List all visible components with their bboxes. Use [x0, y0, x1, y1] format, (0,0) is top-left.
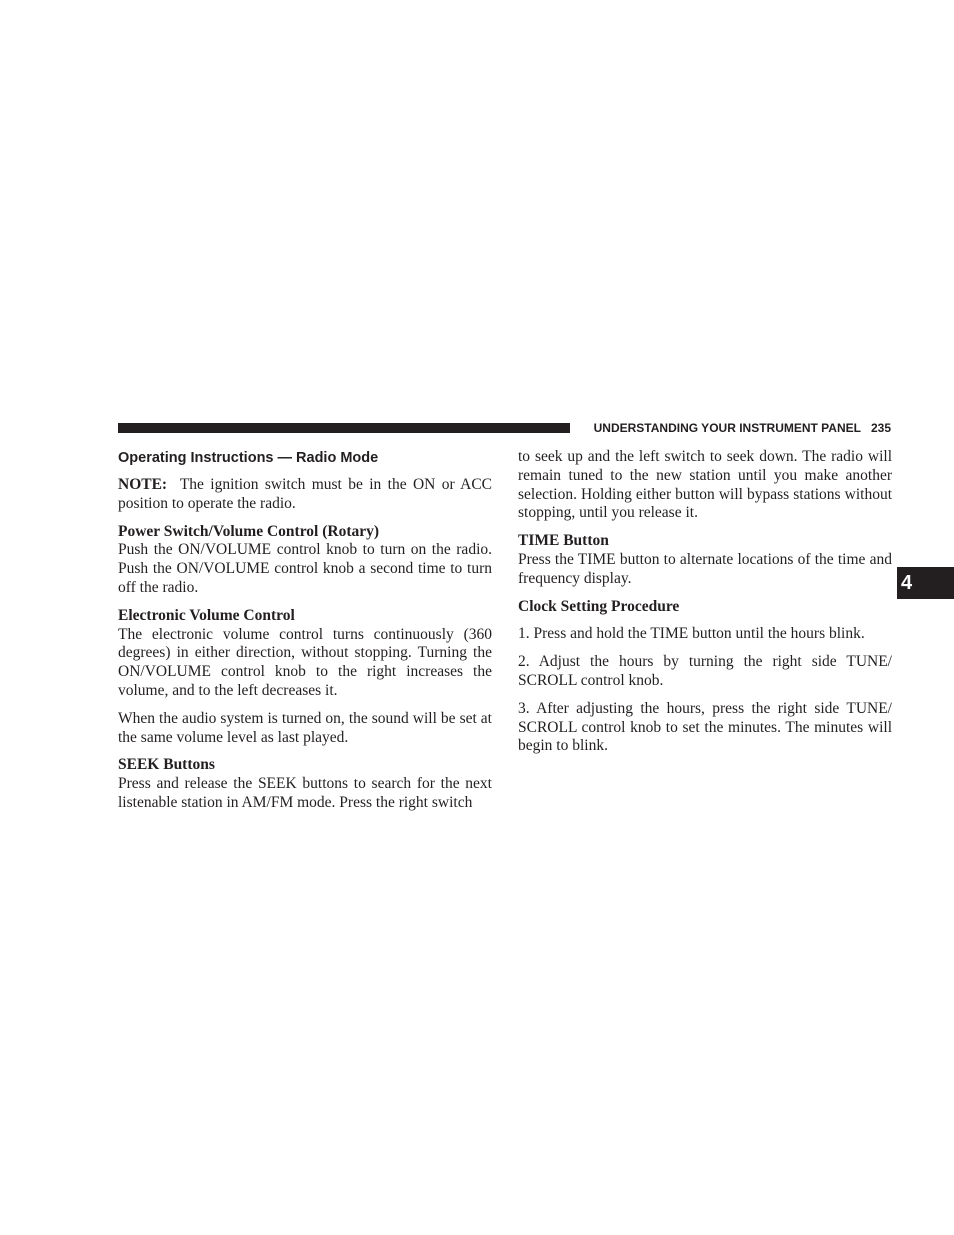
seek-buttons-heading: SEEK Buttons	[118, 756, 215, 774]
electronic-volume-text: The electronic volume control turns continuously (360 degrees) in either direction, without stopping. Turning the ON/VOLUME control knob to the right increases the volume, and to the left decreases it.	[118, 625, 492, 699]
page-number: 235	[870, 421, 891, 435]
note-text: The ignition switch must be in the ON or ACC position to operate the radio.	[118, 476, 492, 512]
clock-step-2: 2. Adjust the hours by turning the right side TUNE/ SCROLL control knob.	[518, 653, 892, 689]
chapter-tab-label: 4	[901, 572, 913, 594]
seek-buttons-text-continued: to seek up and the left switch to seek down. The radio will remain tuned to the new station until you make another selection. Holding either button will bypass stations without stopping, until you release it.	[518, 448, 892, 522]
left-column	[118, 448, 492, 813]
clock-step-3: 3. After adjusting the hours, press the right side TUNE/ SCROLL control knob to set the minutes. The minutes will begin to blink.	[518, 699, 892, 755]
power-switch-text: Push the ON/VOLUME control knob to turn on the radio. Push the ON/VOLUME control knob a second time to turn off the radio.	[118, 541, 492, 596]
note-label: NOTE:	[118, 476, 168, 493]
time-button-heading: TIME Button	[518, 532, 609, 550]
electronic-volume-heading: Electronic Volume Control	[118, 606, 295, 624]
seek-buttons-text: Press and release the SEEK buttons to search for the next listenable station in AM/FM mode. Press the right switch	[118, 775, 492, 811]
header-rule	[118, 423, 570, 433]
header-section-title: UNDERSTANDING YOUR INSTRUMENT PANEL	[593, 421, 861, 435]
chapter-tab	[897, 567, 954, 599]
clock-setting-heading: Clock Setting Procedure	[518, 597, 680, 615]
note-paragraph	[118, 476, 492, 514]
section-heading: Operating Instructions — Radio Mode	[118, 450, 379, 466]
running-header	[578, 420, 891, 436]
clock-step-1: 1. Press and hold the TIME button until the hours blink.	[518, 625, 865, 643]
time-button-text: Press the TIME button to alternate locations of the time and frequency display.	[518, 550, 892, 587]
right-column	[518, 448, 892, 756]
power-switch-heading: Power Switch/Volume Control (Rotary)	[118, 522, 380, 540]
volume-memory-text: When the audio system is turned on, the sound will be set at the same volume level as last played.	[118, 709, 492, 746]
